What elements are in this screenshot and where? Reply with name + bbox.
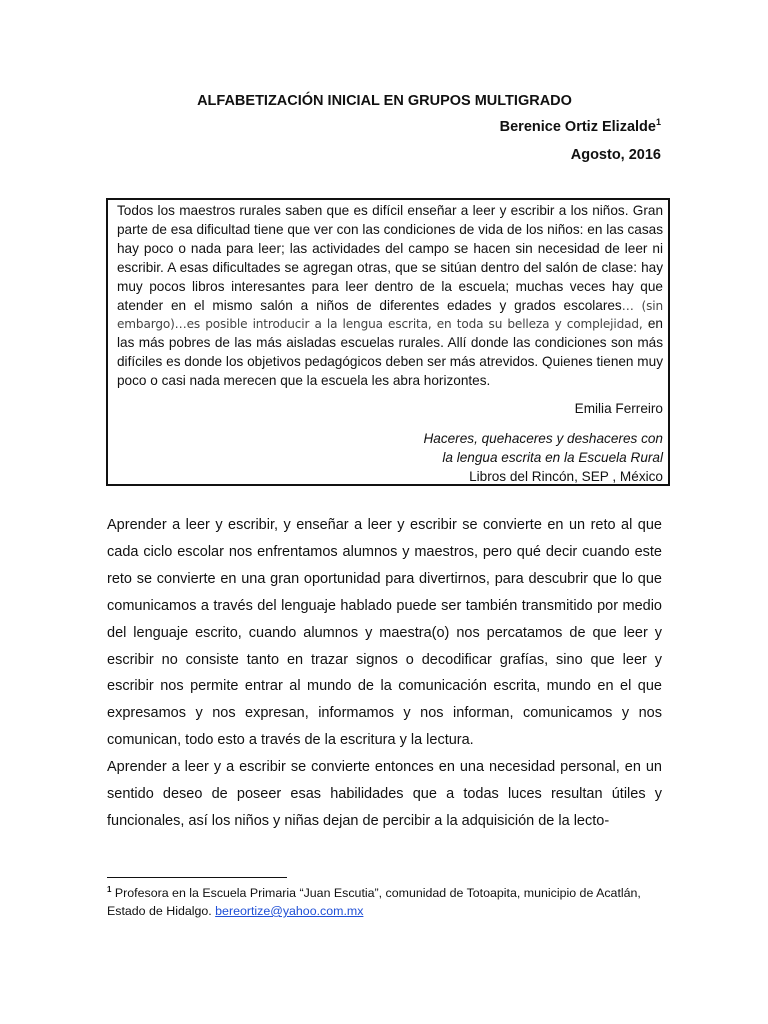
footnote-text: Profesora en la Escuela Primaria “Juan Escutia”, comunidad de Totoapita, municipio de Acatlán, Estado de Hidalgo. — [107, 886, 641, 918]
author-line — [500, 118, 661, 136]
footnote-email-link[interactable]: bereortize@yahoo.com.mx — [215, 904, 364, 918]
epigraph-inserted-text: (sin embargo)…es posible introducir a la lengua escrita, en toda su belleza y complejidad, — [117, 298, 663, 332]
epigraph-ellipsis: … — [621, 298, 634, 313]
epigraph-source-publisher: Libros del Rincón, SEP , México — [469, 468, 663, 484]
epigraph-source-title-2: la lengua escrita en la Escuela Rural — [442, 449, 663, 465]
footnote — [107, 884, 667, 920]
epigraph-author: Emilia Ferreiro — [574, 401, 663, 417]
footnote-reference[interactable]: 1 — [655, 117, 661, 127]
body-paragraph-2: Aprender a leer y a escribir se convierte entonces en una necesidad personal, en un sentido deseo de poseer esas habilidades que a todas luces resultan útiles y funcionales, así los niños y niñas dejan de percibir a la adquisición de la lecto- — [107, 759, 662, 829]
epigraph-source-title-1: Haceres, quehaceres y deshaceres con — [423, 430, 663, 446]
epigraph-text-part1: Todos los maestros rurales saben que es difícil enseñar a leer y escribir a los niños. Gran parte de esa dificultad tiene que ver con las condiciones de vida de los niños: en las casas hay poco o nada para leer; las actividades del campo se hacen sin necesidad de leer ni escribir. A esas dificultades se agregan otras, que se sitúan dentro del salón de clase: hay muy pocos libros interesantes para leer dentro de la escuela; muchas veces hay que atender en el mismo salón a niños de diferentes edades y grados escolares — [117, 203, 663, 313]
epigraph-text-part2: en las más pobres de las más aisladas escuelas rurales. Allí donde las condiciones son más difíciles es donde los objetivos pedagógicos deben ser más atrevidos. Quienes tienen muy poco o casi nada merecen que la escuela les abra horizontes. — [117, 316, 663, 389]
body-text — [107, 512, 662, 835]
epigraph-text — [117, 202, 663, 391]
footnote-marker: 1 — [107, 885, 112, 894]
body-paragraph-1: Aprender a leer y escribir, y enseñar a leer y escribir se convierte en un reto al que cada ciclo escolar nos enfrentamos alumnos y maestros, pero qué decir cuando este reto se convierte en una gran oportunidad para divertirnos, para descubrir que lo que comunicamos a través del lenguaje hablado puede ser también transmitido por medio del lenguaje escrito, cuando alumnos y maestra(o) nos percatamos de que leer y escribir no consiste tanto en trazar signos o decodificar grafías, sino que leer y escribir nos permite entrar al mundo de la comunicación escrita, mundo en el que expresamos y nos expresan, informamos y nos informan, comunicamos y nos comunican, todo esto a través de la escritura y la lectura. — [107, 517, 662, 749]
epigraph-box — [106, 198, 670, 486]
author-name: Berenice Ortiz Elizalde — [499, 119, 656, 135]
document-title: ALFABETIZACIÓN INICIAL EN GRUPOS MULTIGRADO — [197, 93, 572, 109]
document-date: Agosto, 2016 — [570, 147, 661, 163]
footnote-divider — [107, 877, 287, 878]
epigraph-source — [117, 430, 663, 487]
